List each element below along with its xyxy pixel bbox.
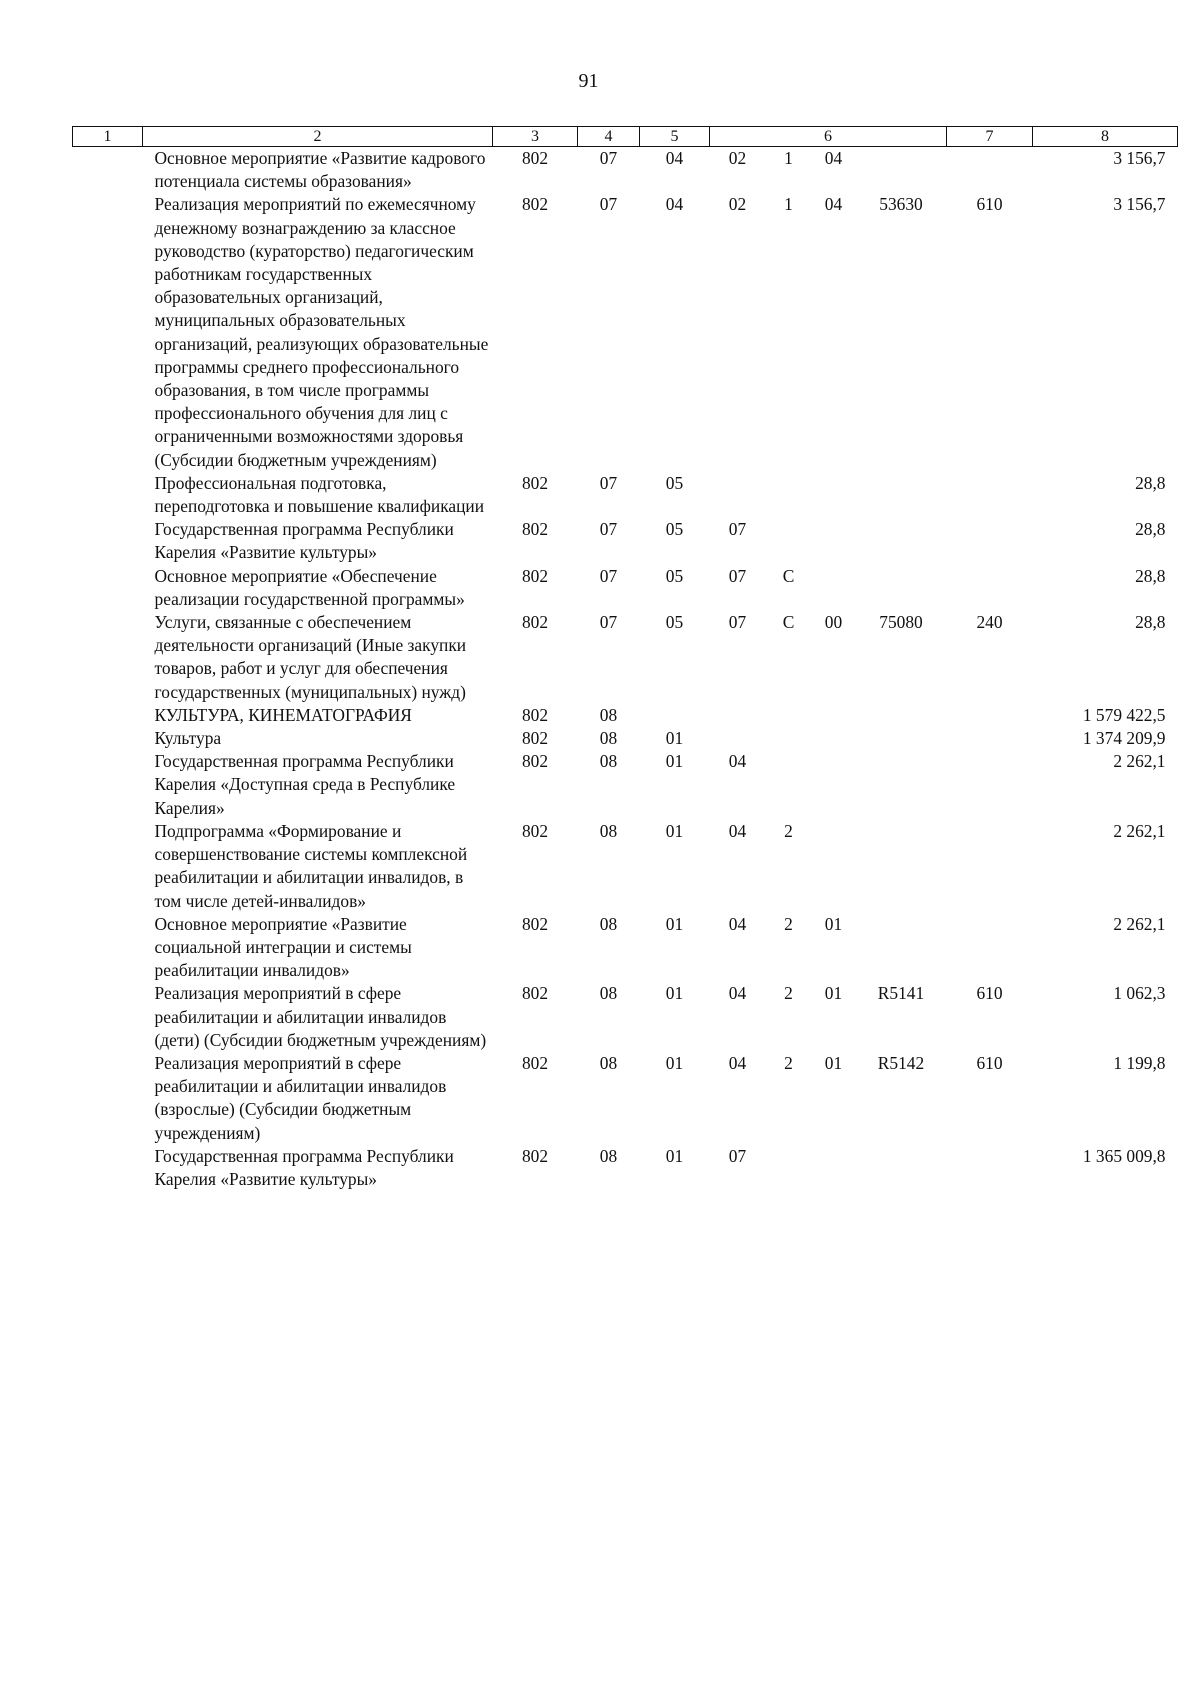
cell-main-event [812,750,856,820]
table-row [73,727,1178,750]
table-row [73,193,1178,471]
cell-expense-type [947,147,1033,194]
cell-section: 08 [599,1052,618,1073]
cell-expense-type [947,727,1033,750]
cell-amount: 2 262,1 [1113,820,1166,841]
cell-col-1 [73,704,143,727]
cell-direction [856,147,947,194]
cell-amount: 1 062,3 [1113,983,1166,1004]
table-row [73,472,1178,518]
cell-amount: 1 579 422,5 [1082,704,1166,725]
table-row [73,750,1178,820]
cell-amount: 28,8 [1135,519,1166,540]
cell-subprogram: С [782,612,795,633]
cell-admin-code: 802 [521,194,549,215]
table-row [73,820,1178,913]
cell-program: 04 [728,913,747,934]
cell-section: 07 [599,565,618,586]
cell-direction [856,820,947,913]
cell-subsection: 04 [665,194,684,215]
cell-expense-type [947,704,1033,727]
cell-name: Основное мероприятие «Обеспечение реализации государственной программы» [154,565,465,609]
cell-col-1 [73,472,143,518]
cell-amount: 1 374 209,9 [1082,728,1166,749]
cell-col-1 [73,982,143,1052]
cell-amount: 28,8 [1135,612,1166,633]
cell-section: 07 [599,519,618,540]
header-row [73,127,1178,147]
cell-admin-code: 802 [521,612,549,633]
cell-subsection: 01 [665,751,684,772]
cell-col-1 [73,750,143,820]
cell-name: Реализация мероприятий по ежемесячному денежному вознаграждению за классное руководство (кураторство) педагогическим работникам государственных образовательных организаций, муниципальных образовательных организаций, реализующих образовательные программы среднего профессионального образования, в том числе программы профессионального обучения для лиц с ограниченными возможностями здоровья (Субсидии бюджетным учреждениям) [154,194,489,470]
cell-col-1 [73,820,143,913]
cell-amount: 1 365 009,8 [1082,1145,1166,1166]
cell-direction [856,565,947,611]
budget-table [72,126,1178,1191]
cell-expense-type: 610 [976,983,1003,1004]
cell-admin-code: 802 [521,728,549,749]
cell-expense-type [947,913,1033,983]
cell-program [710,727,766,750]
cell-section: 08 [599,983,618,1004]
cell-expense-type [947,820,1033,913]
header-col-4: 4 [578,127,640,147]
cell-subprogram [766,1145,812,1191]
cell-subsection: 05 [665,519,684,540]
cell-direction: R5142 [877,1052,925,1073]
cell-section: 08 [599,751,618,772]
cell-main-event [812,1145,856,1191]
header-col-2: 2 [143,127,493,147]
cell-main-event: 00 [824,612,843,633]
cell-program: 07 [728,1145,747,1166]
cell-subsection: 05 [665,612,684,633]
cell-subsection: 05 [665,472,684,493]
cell-name: Государственная программа Республики Карелия «Развитие культуры» [154,519,454,563]
table-row [73,1145,1178,1191]
cell-direction: 53630 [879,194,923,215]
cell-amount: 28,8 [1135,565,1166,586]
cell-subsection: 05 [665,565,684,586]
cell-name: Основное мероприятие «Развитие кадрового потенциала системы образования» [154,148,486,192]
table-row [73,565,1178,611]
cell-main-event [812,820,856,913]
cell-amount: 3 156,7 [1113,194,1166,215]
cell-program [710,472,766,518]
cell-direction: R5141 [877,983,925,1004]
cell-expense-type [947,518,1033,564]
cell-subsection: 01 [665,728,684,749]
cell-col-1 [73,1145,143,1191]
cell-program: 04 [728,820,747,841]
cell-subprogram: 2 [784,913,793,934]
cell-amount: 2 262,1 [1113,751,1166,772]
cell-name: Государственная программа Республики Карелия «Развитие культуры» [154,1145,454,1189]
cell-program [710,704,766,727]
cell-direction [856,913,947,983]
cell-admin-code: 802 [521,751,549,772]
header-col-8: 8 [1033,127,1178,147]
cell-subprogram [766,704,812,727]
cell-col-1 [73,147,143,194]
cell-direction [856,1145,947,1191]
cell-main-event: 04 [824,194,843,215]
cell-section: 08 [599,704,618,725]
cell-expense-type [947,1145,1033,1191]
cell-expense-type [947,750,1033,820]
cell-admin-code: 802 [521,704,549,725]
cell-section: 08 [599,1145,618,1166]
cell-program: 07 [728,612,747,633]
cell-program: 04 [728,751,747,772]
cell-direction [856,472,947,518]
cell-section: 07 [599,472,618,493]
page-number: 91 [578,70,599,92]
cell-main-event [812,472,856,518]
table-row [73,704,1178,727]
cell-program: 07 [728,565,747,586]
cell-main-event [812,518,856,564]
cell-amount: 3 156,7 [1113,148,1166,168]
cell-direction [856,518,947,564]
cell-col-1 [73,913,143,983]
cell-program: 04 [728,1052,747,1073]
header-col-5: 5 [640,127,710,147]
table-body [73,147,1178,1192]
cell-admin-code: 802 [521,1052,549,1073]
cell-amount: 1 199,8 [1113,1052,1166,1073]
cell-subsection: 04 [665,148,684,168]
cell-expense-type: 610 [976,1052,1003,1073]
cell-program: 04 [728,983,747,1004]
cell-name: Услуги, связанные с обеспечением деятельности организаций (Иные закупки товаров, работ и услуг для обеспечения государственных (муниципальных) нужд) [154,612,467,702]
cell-section: 07 [599,612,618,633]
cell-name: Государственная программа Республики Карелия «Доступная среда в Республике Карелия» [154,751,456,818]
cell-admin-code: 802 [521,820,549,841]
cell-section: 08 [599,913,618,934]
cell-main-event: 01 [824,913,843,934]
cell-name: Реализация мероприятий в сфере реабилитации и абилитации инвалидов (взрослые) (Субсидии бюджетным учреждениям) [154,1052,447,1143]
cell-direction [856,750,947,820]
table-row [73,1052,1178,1145]
cell-subprogram: 2 [784,820,793,841]
table-row [73,147,1178,194]
cell-main-event: 01 [824,983,843,1004]
cell-section: 07 [599,194,618,215]
cell-subprogram: 2 [784,1052,793,1073]
cell-direction: 75080 [879,612,923,633]
cell-admin-code: 802 [521,983,549,1004]
header-col-7: 7 [947,127,1033,147]
cell-main-event [812,704,856,727]
cell-subprogram: С [782,565,795,586]
cell-admin-code: 802 [521,472,549,493]
cell-section: 08 [599,820,618,841]
cell-col-1 [73,518,143,564]
cell-col-1 [73,611,143,704]
cell-name: Подпрограмма «Формирование и совершенствование системы комплексной реабилитации и абилитации инвалидов, в том числе детей-инвалидов» [154,820,468,911]
cell-admin-code: 802 [521,148,549,168]
cell-program: 07 [728,519,747,540]
table-row [73,982,1178,1052]
cell-subprogram [766,472,812,518]
cell-subsection: 01 [665,913,684,934]
table-row [73,518,1178,564]
cell-amount: 28,8 [1135,472,1166,493]
cell-expense-type [947,565,1033,611]
cell-subsection: 01 [665,1052,684,1073]
cell-program: 02 [728,148,747,168]
cell-subsection: 01 [665,1145,684,1166]
cell-subprogram: 1 [784,148,793,168]
cell-admin-code: 802 [521,565,549,586]
cell-subsection: 01 [665,820,684,841]
cell-name: КУЛЬТУРА, КИНЕМАТОГРАФИЯ [154,704,412,725]
cell-main-event [812,727,856,750]
cell-main-event: 04 [824,148,843,168]
cell-expense-type: 610 [976,194,1003,215]
header-col-1: 1 [73,127,143,147]
cell-subprogram [766,518,812,564]
cell-admin-code: 802 [521,519,549,540]
cell-col-1 [73,1052,143,1145]
cell-direction [856,704,947,727]
cell-main-event: 01 [824,1052,843,1073]
table-row [73,611,1178,704]
cell-main-event [812,565,856,611]
cell-col-1 [73,727,143,750]
cell-subprogram [766,727,812,750]
cell-expense-type: 240 [976,612,1003,633]
cell-admin-code: 802 [521,1145,549,1166]
cell-subprogram: 2 [784,983,793,1004]
cell-name: Культура [154,728,222,749]
cell-expense-type [947,472,1033,518]
cell-name: Реализация мероприятий в сфере реабилитации и абилитации инвалидов (дети) (Субсидии бюджетным учреждениям) [154,983,487,1050]
header-col-3: 3 [493,127,578,147]
cell-col-1 [73,193,143,471]
cell-subsection: 01 [665,983,684,1004]
cell-section: 07 [599,148,618,168]
cell-section: 08 [599,728,618,749]
cell-program: 02 [728,194,747,215]
header-col-6: 6 [710,127,947,147]
table-row [73,913,1178,983]
cell-col-1 [73,565,143,611]
cell-amount: 2 262,1 [1113,913,1166,934]
cell-subprogram: 1 [784,194,793,215]
cell-name: Профессиональная подготовка, переподготовка и повышение квалификации [154,472,485,517]
cell-subsection [640,704,710,727]
cell-subprogram [766,750,812,820]
cell-name: Основное мероприятие «Развитие социальной интеграции и системы реабилитации инвалидов» [154,913,412,981]
cell-direction [856,727,947,750]
cell-admin-code: 802 [521,913,549,934]
